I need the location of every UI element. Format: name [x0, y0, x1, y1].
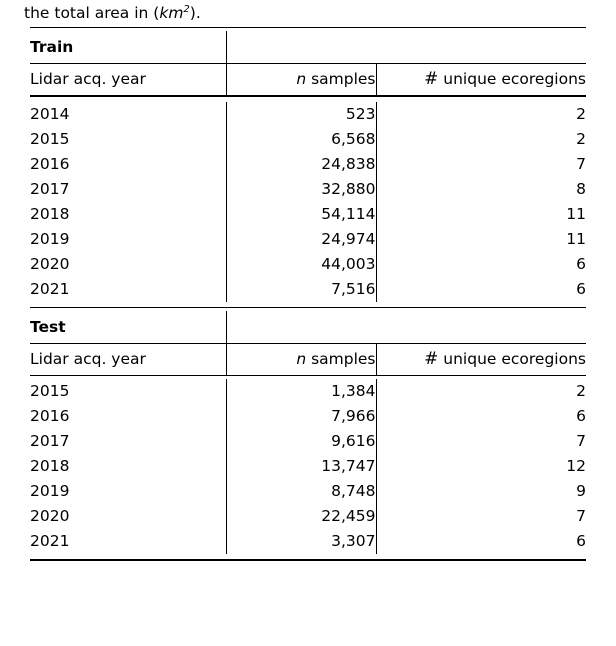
cell-samples: 24,838 [226, 152, 376, 177]
column-headers-train [30, 64, 586, 95]
table-row [30, 379, 586, 404]
cell-ecoregions: 2 [576, 382, 586, 401]
cell-ecoregions: 6 [576, 279, 586, 298]
table-row [30, 252, 586, 277]
section-label-test: Test [30, 311, 226, 343]
cell-year: 2017 [30, 177, 226, 202]
cell-ecoregions: 6 [576, 532, 586, 551]
cell-ecoregions: 8 [576, 179, 586, 198]
table-row [30, 152, 586, 177]
cell-ecoregions: 2 [576, 129, 586, 148]
cell-year: 2020 [30, 504, 226, 529]
cell-samples: 8,748 [226, 479, 376, 504]
table-row [30, 529, 586, 554]
cell-samples: 1,384 [226, 379, 376, 404]
cell-ecoregions: 12 [566, 457, 586, 476]
cell-ecoregions: 11 [566, 204, 586, 223]
cell-year: 2018 [30, 454, 226, 479]
section-label-train: Train [30, 31, 226, 63]
section-test-blank-2 [376, 311, 586, 343]
cell-ecoregions: 7 [576, 154, 586, 173]
cell-samples: 54,114 [226, 202, 376, 227]
cell-samples: 7,516 [226, 277, 376, 302]
cell-ecoregions: 7 [576, 432, 586, 451]
caption-unit-exponent: 2 [183, 4, 190, 15]
table-row [30, 479, 586, 504]
cell-ecoregions: 7 [576, 507, 586, 526]
col-header-ecoregions-train: # unique ecoregions [424, 69, 586, 90]
cell-samples: 6,568 [226, 127, 376, 152]
cell-year: 2016 [30, 152, 226, 177]
col-header-samples-train: n samples [226, 64, 376, 95]
col-header-samples-test: n samples [226, 344, 376, 375]
cell-ecoregions: 6 [576, 254, 586, 273]
cell-samples: 7,966 [226, 404, 376, 429]
cell-samples: 44,003 [226, 252, 376, 277]
cell-year: 2014 [30, 102, 226, 127]
section-header-train [30, 31, 586, 63]
section-train-blank-2 [376, 31, 586, 63]
section-test-blank-1 [226, 311, 376, 343]
section-train-blank-1 [226, 31, 376, 63]
col-header-year-train: Lidar acq. year [30, 64, 226, 95]
cell-year: 2016 [30, 404, 226, 429]
cell-samples: 24,974 [226, 227, 376, 252]
cell-year: 2019 [30, 479, 226, 504]
cell-samples: 3,307 [226, 529, 376, 554]
cell-year: 2020 [30, 252, 226, 277]
table-row [30, 202, 586, 227]
cell-samples: 22,459 [226, 504, 376, 529]
cell-year: 2017 [30, 429, 226, 454]
table-row [30, 102, 586, 127]
col-header-year-test: Lidar acq. year [30, 344, 226, 375]
cell-samples: 32,880 [226, 177, 376, 202]
cell-ecoregions: 9 [576, 482, 586, 501]
cell-ecoregions: 11 [566, 229, 586, 248]
cell-samples: 523 [226, 102, 376, 127]
col-header-ecoregions-test: # unique ecoregions [424, 349, 586, 370]
column-headers-test [30, 344, 586, 375]
cell-samples: 9,616 [226, 429, 376, 454]
table-row [30, 127, 586, 152]
cell-year: 2015 [30, 127, 226, 152]
section-header-test [30, 311, 586, 343]
cell-ecoregions: 6 [576, 407, 586, 426]
table-row [30, 429, 586, 454]
table-bottom-rule [30, 559, 586, 560]
cell-year: 2021 [30, 529, 226, 554]
caption-unit: km [159, 4, 184, 23]
stats-table [30, 27, 586, 561]
table-row [30, 404, 586, 429]
caption-post: ). [189, 4, 201, 23]
cell-year: 2018 [30, 202, 226, 227]
table-row [30, 277, 586, 302]
table-row [30, 504, 586, 529]
table-row [30, 227, 586, 252]
caption-pre: the total area in ( [24, 4, 160, 23]
cell-year: 2019 [30, 227, 226, 252]
caption-tail-text [24, 0, 201, 23]
cell-samples: 13,747 [226, 454, 376, 479]
cell-year: 2015 [30, 379, 226, 404]
table-row [30, 177, 586, 202]
cell-ecoregions: 2 [576, 104, 586, 123]
cell-year: 2021 [30, 277, 226, 302]
table-row [30, 454, 586, 479]
